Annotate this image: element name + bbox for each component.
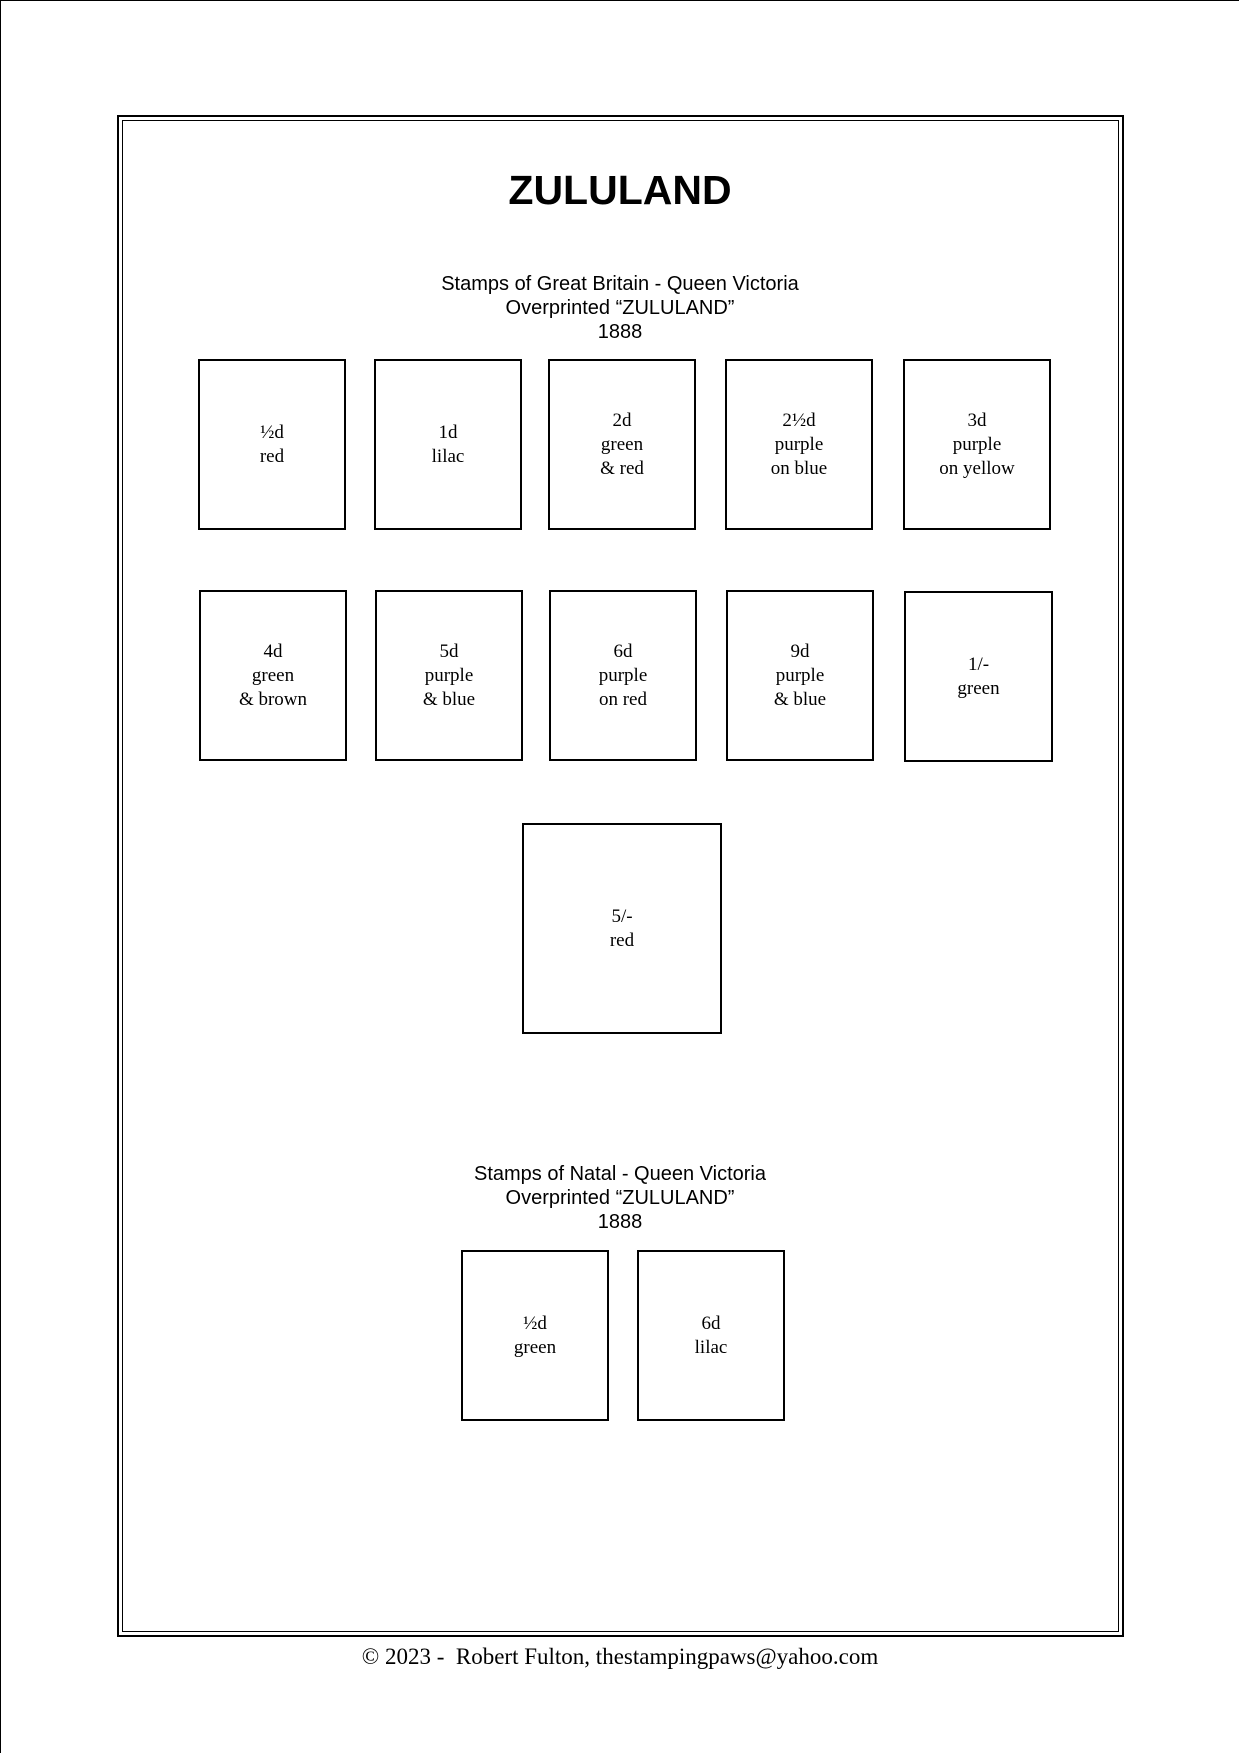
stamp-color-detail: on red	[598, 688, 647, 710]
section-year: 1888	[597, 1211, 643, 1233]
stamp-value: 2d	[612, 409, 632, 431]
stamp-box	[198, 359, 346, 530]
stamp-value: 9d	[790, 640, 810, 662]
section-subheading: Overprinted “ZULULAND”	[505, 1187, 735, 1209]
stamp-value: 5/-	[611, 905, 633, 927]
stamp-color: purple	[598, 664, 648, 686]
stamp-color: green	[957, 677, 1000, 699]
stamp-color: purple	[775, 664, 825, 686]
stamp-value: 1/-	[967, 653, 990, 675]
stamp-box	[199, 590, 347, 761]
stamp-box	[637, 1250, 785, 1421]
stamp-value: 6d	[613, 640, 633, 662]
stamp-value: 5d	[439, 640, 459, 662]
stamp-color-detail: & blue	[773, 688, 827, 710]
section-subheading: Overprinted “ZULULAND”	[505, 297, 735, 319]
stamp-box-large	[522, 823, 722, 1034]
stamp-color: green	[600, 433, 644, 455]
stamp-box	[548, 359, 696, 530]
stamp-value: 3d	[967, 409, 987, 431]
stamp-color: purple	[774, 433, 824, 455]
stamp-box	[904, 591, 1053, 762]
stamp-box	[461, 1250, 609, 1421]
section-heading: Stamps of Great Britain - Queen Victoria	[441, 273, 799, 295]
section-header-natal	[0, 1162, 1240, 1234]
stamp-color-detail: on yellow	[939, 457, 1015, 479]
stamp-box	[549, 590, 697, 761]
stamp-box	[903, 359, 1051, 530]
stamp-color: purple	[952, 433, 1002, 455]
stamp-color: lilac	[431, 445, 465, 467]
stamp-box	[375, 590, 523, 761]
stamp-value: ½d	[260, 421, 284, 443]
stamp-box	[374, 359, 522, 530]
stamp-color-detail: on blue	[770, 457, 828, 479]
section-header-great-britain	[0, 272, 1240, 344]
copyright-footer: © 2023 - Robert Fulton, thestampingpaws@yahoo.com	[361, 1644, 879, 1669]
stamp-color: purple	[424, 664, 474, 686]
stamp-box	[725, 359, 873, 530]
stamp-color: red	[609, 929, 635, 951]
stamp-value: 1d	[438, 421, 458, 443]
stamp-color-detail: & brown	[238, 688, 308, 710]
stamp-color: green	[513, 1336, 557, 1358]
stamp-color: lilac	[694, 1336, 728, 1358]
stamp-color: green	[251, 664, 295, 686]
stamp-box	[726, 590, 874, 761]
stamp-value: 4d	[263, 640, 283, 662]
stamp-value: ½d	[523, 1312, 547, 1334]
stamp-value: 6d	[701, 1312, 721, 1334]
stamp-color-detail: & blue	[422, 688, 476, 710]
stamp-color-detail: & red	[600, 457, 644, 479]
page-title: ZULULAND	[508, 167, 732, 213]
stamp-value: 2½d	[782, 409, 816, 431]
section-year: 1888	[597, 321, 643, 343]
section-heading: Stamps of Natal - Queen Victoria	[474, 1163, 766, 1185]
stamp-color: red	[259, 445, 285, 467]
